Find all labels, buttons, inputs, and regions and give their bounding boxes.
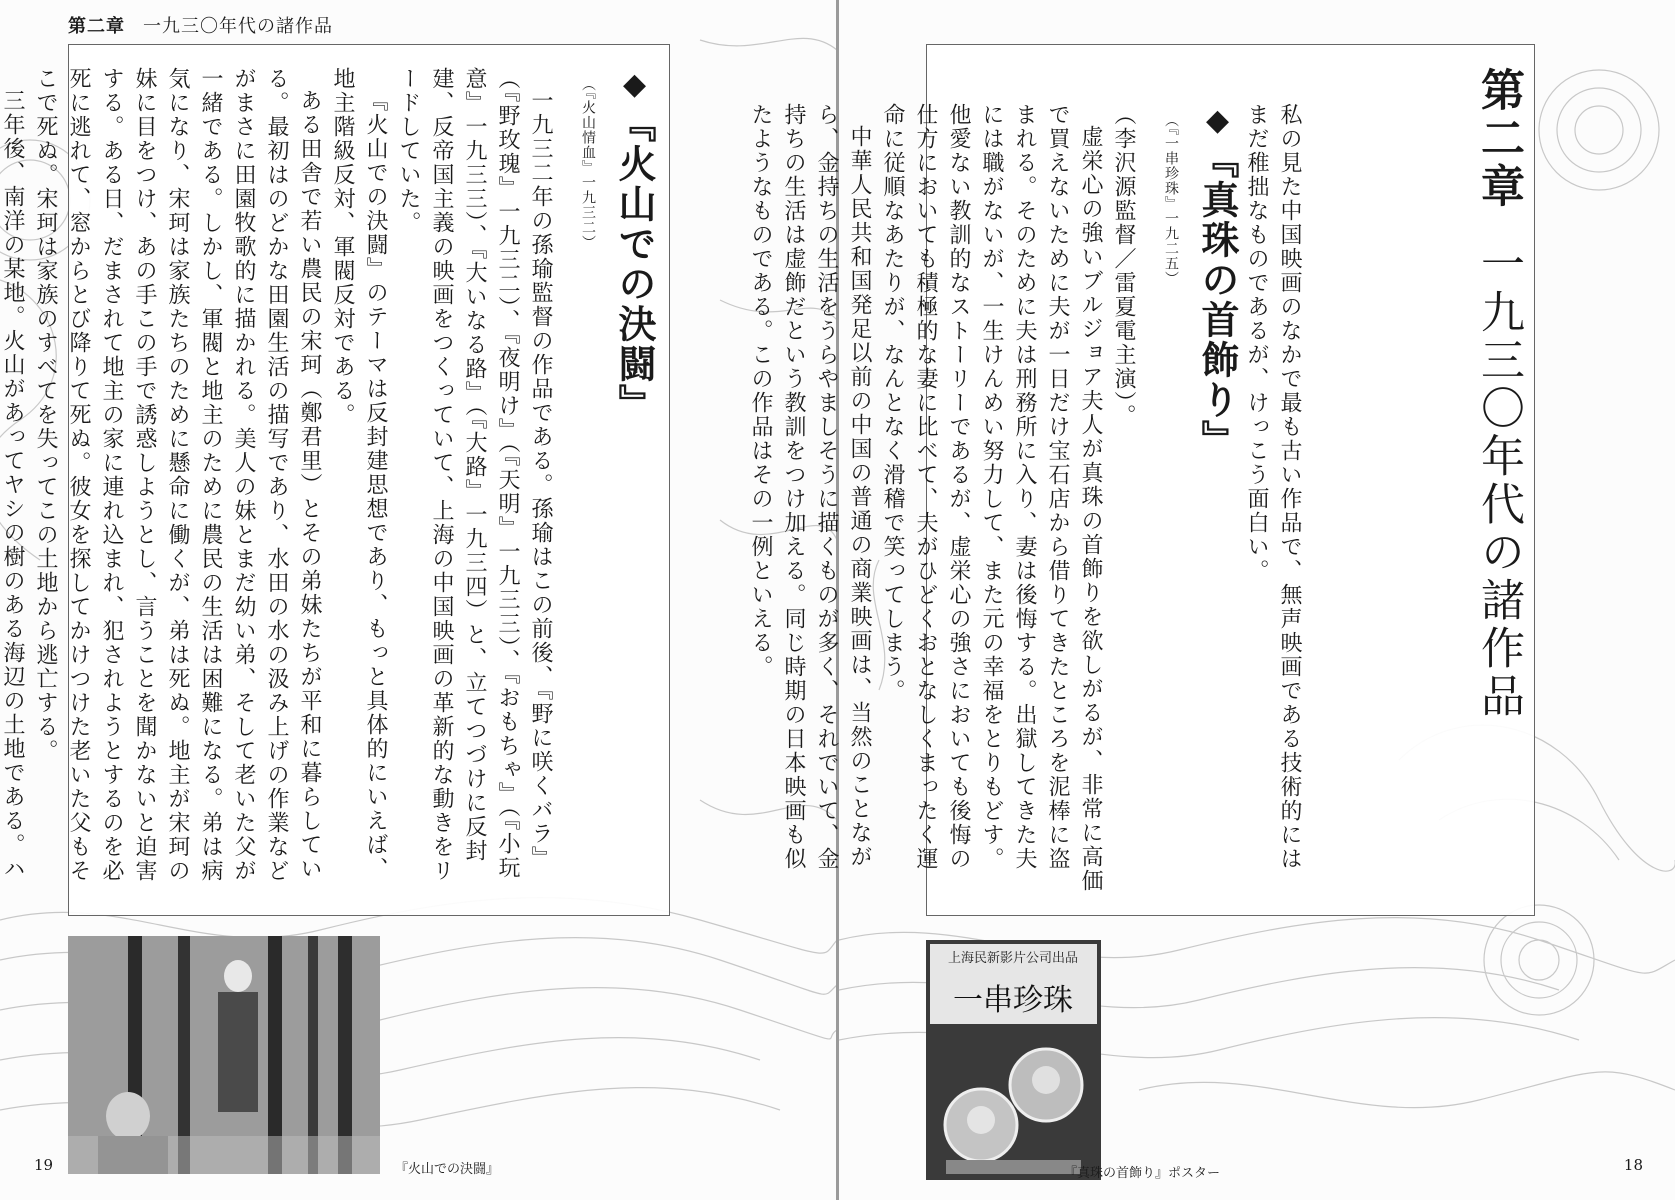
chapter-title [1472,67,1524,721]
body-paragraph: 中華人民共和国発足以前の中国の普通の商業映画は、当然のことながら、金持ちの生活をうらやましそうに描くものが多く、それでいて、金持ちの生活は虚飾だという教訓をつけ加える。同じ時期の日本映画も似たようなものである。この作品はその一例といえる。 [748,103,872,871]
left-page [0,0,837,1200]
left-text-box [0,44,670,916]
diamond-icon: ◆ [1200,103,1235,140]
body-paragraph: 一九三二年の孫瑜監督の作品である。孫瑜はこの前後、『野に咲くバラ』（『野玫瑰』一九三二）、『夜明け』（『天明』一九三三）、『おもちゃ』（『小玩意』一九三三）、『大いなる路』（『大路』一九三四）と、立てつづけに反封建、反帝国主義の映画をつくっていて、上海の中国映画の革新的な動きをリードしていた。 [396,67,553,883]
credits: （李沢源監督／雷夏電主演）。 [1111,103,1136,428]
header-chapter: 第二章 [68,16,125,37]
right-text-box [748,44,1535,916]
film-still-photo [68,936,380,1174]
section-title: 『火山での決闘』 [612,104,656,424]
body-paragraph: 三年後、南洋の某地。火山があってヤシの樹のある海辺の土地である。ハ [0,89,25,881]
poster-studio-text: 上海民新影片公司出品 [947,951,1079,966]
page-number: 19 [34,1156,54,1174]
poster-illustration [926,940,1101,1180]
diamond-icon: ◆ [617,67,652,104]
film-still-illustration [68,936,380,1174]
section-heading [1148,103,1240,893]
body-paragraph: 『火山での決闘』のテーマは反封建思想であり、もっと具体的にいえば、地主階級反対、軍閥反対である。 [330,67,388,881]
header-title: 一九三〇年代の諸作品 [143,16,333,37]
section-title: 『真珠の首飾り』 [1195,140,1239,460]
chapter-name: 一九三〇年代の諸作品 [1473,241,1524,721]
body-paragraph: 虚栄心の強いブルジョア夫人が真珠の首飾りを欲しがるが、非常に高価で買えないために夫が一日だけ宝石店から借りてきたところを泥棒に盗まれる。そのために夫は刑務所に入り、妻は後悔する。出獄してきた夫には職がないが、一生けんめい努力して、また元の幸福をとりもどす。他愛ない教訓的なストーリーであるが、虚栄心の強さにおいても後悔の仕方においても積極的な妻に比べて、夫がひどくおとなしくまったく運命に従順なあたりが、なんとなく滑稽で笑ってしまう。 [880,103,1103,893]
poster-photo [926,940,1101,1180]
running-header [68,12,333,38]
section-heading [565,67,657,897]
poster-title-text: 一串珍珠 [953,983,1073,1018]
body-paragraph: ある田舎で若い農民の宋珂（鄭君里）とその弟妹たちが平和に暮らしている。最初はのどかな田園生活の描写であり、水田の水の汲み上げの作業などがまさに田園牧歌的に描かれる。美人の妹とまだ幼い弟、そして老いた父が一緒である。しかし、軍閥と地主のために農民の生活は困難になる。弟は病気になり、宋珂は家族たちのために懸命に働くが、弟は死ぬ。地主が宋珂の妹に目をつけ、あの手この手で誘惑しようとし、言うことを聞かないと迫害する。ある日、だまされて地主の家に連れ込まれ、犯されようとするのを必死に逃れて、窓からとび降りて死ぬ。彼女を探してかけつけた老いた父もそこで死ぬ。宋珂は家族のすべてを失ってこの土地から逃亡する。 [33,67,322,883]
page-number: 18 [1623,1156,1643,1174]
chapter-label: 第二章 [1473,67,1524,211]
left-body [0,67,657,897]
right-page [748,0,1675,1200]
section-meta: （『一串珍珠』一九二五） [1163,113,1179,286]
photo-caption: 『火山での決闘』 [395,1162,500,1177]
photo-caption: 『真珠の首飾り』ポスター [1064,1166,1221,1181]
right-body [744,103,1306,893]
intro-paragraph: 私の見た中国映画のなかで最も古い作品で、無声映画である技術的にはまだ稚拙なものであるが、けっこう面白い。 [1244,103,1302,871]
section-meta: （『火山情血』一九三二） [580,77,596,250]
